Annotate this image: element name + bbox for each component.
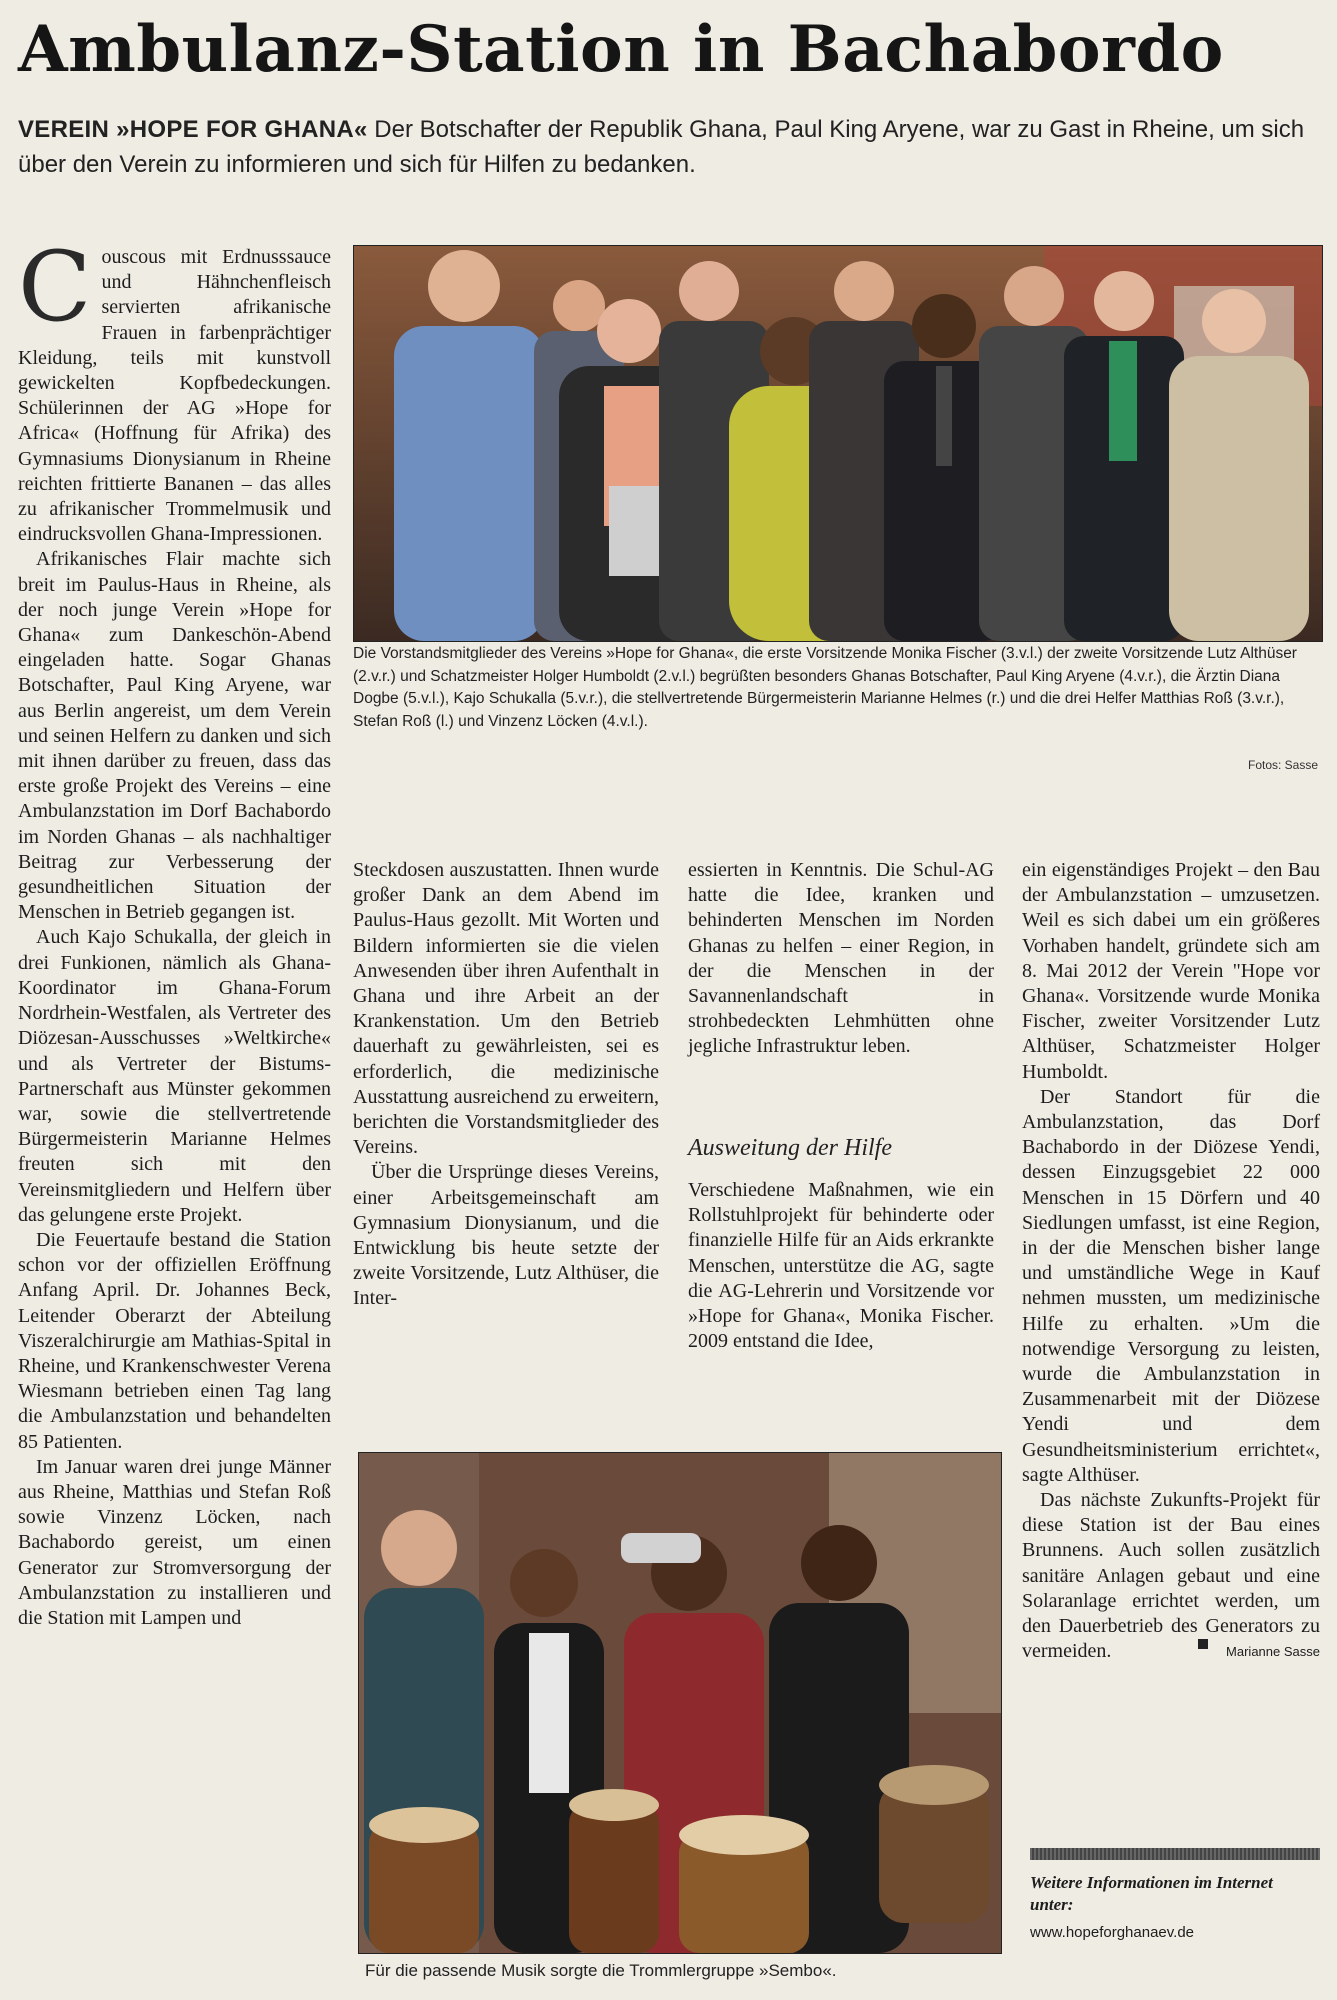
column-2 [353, 858, 659, 1312]
col1-paragraph-3: Auch Kajo Schukalla, der gleich in drei Funkionen, nämlich als Ghana-Koordinator im Ghana-Forum Nordrhein-Westfalen, als Vertreter des Diözesan-Ausschusses »Weltkirche« und als Vertreter der Bistums-Partnerschaft aus Münster gekommen war, sowie die stellvertretende Bürgermeisterin Marianne Helmes freuten sich mit den Vereinsmitgliedern und Helfern über das gelungene erste Projekt. [18, 926, 331, 1226]
drummers-photo-image [359, 1453, 1001, 1953]
info-box [1030, 1848, 1320, 1944]
group-photo [353, 245, 1323, 642]
col4-paragraph-3: Das nächste Zukunfts-Projekt für diese Station ist der Bau eines Brunnens. Auch sollen zusätzlich sanitäre Anlagen gebaut und eine Solaranlage errichtet werden, um den Dauerbetrieb des Generators zu vermeiden. Marianne Sasse [1022, 1488, 1320, 1664]
col1-paragraph-2: Afrikanisches Flair machte sich breit im Paulus-Haus in Rheine, als der noch junge Verein »Hope for Ghana« zum Dankeschön-Abend eingeladen hatte. Sogar Ghanas Botschafter, Paul King Aryene, war aus Berlin angereist, um dem Verein und seinen Helfern zu danken und sich mit ihnen darüber zu freuen, dass das erste große Projekt des Vereins – eine Ambulanzstation im Dorf Bachabordo im Norden Ghanas – als nachhaltiger Beitrag zur Verbesserung der gesundheitlichen Situation der Menschen in Betrieb gegangen ist. [18, 548, 331, 924]
drummers-photo [358, 1452, 1002, 1954]
headline: Ambulanz-Station in Bachabordo [18, 12, 1224, 87]
info-box-bar [1030, 1848, 1320, 1860]
photo-credit: Fotos: Sasse [1248, 758, 1319, 772]
column-3 [688, 858, 994, 1060]
end-mark [1198, 1639, 1208, 1649]
subhead [18, 112, 1318, 182]
col2-paragraph-1: Steckdosen auszustatten. Ihnen wurde großer Dank an dem Abend im Paulus-Haus gezollt. Mit Worten und Bildern informierten sie die vielen Anwesenden über ihren Aufenthalt in Ghana und ihre Arbeit an der Krankenstation. Um den Betrieb dauerhaft zu gewährleisten, sei es erforderlich, die medizinische Ausstattung ausreichend zu erweitern, berichten die Vorstandsmitglieder des Vereins. [353, 859, 659, 1159]
subhead-kicker: VEREIN »HOPE FOR GHANA« [18, 116, 368, 143]
col1-paragraph-1: Couscous mit Erdnusssauce und Hähnchenfleisch servierten afrikanische Frauen in farbenprächtiger Kleidung, teils mit kunstvoll gewickelten Kopfbedeckungen. Schülerinnen der AG »Hope for Africa« (Hoffnung für Afrika) des Gymnasiums Dionysianum in Rheine reichten frittierte Bananen – das alles zu afrikanischer Trommelmusik und eindrucksvollen Ghana-Impressionen. [18, 231, 331, 546]
col2-paragraph-2: Über die Ursprünge dieses Vereins, einer Arbeitsgemeinschaft am Gymnasium Dionysianum, und die Entwicklung bis heute setzte der zweite Vorsitzende, Lutz Althüser, die Inter- [353, 1161, 659, 1310]
col3-paragraph-1: essierten in Kenntnis. Die Schul-AG hatte die Idee, kranken und behinderten Menschen im Norden Ghanas zu helfen – einer Region, in der die Menschen in der Savannenlandschaft in strohbedeckten Lehmhütten ohne jegliche Infrastruktur leben. [688, 859, 994, 1058]
drop-cap: C [18, 231, 92, 343]
info-box-title: Weitere Informationen im Internet unter: [1030, 1873, 1273, 1914]
section-subtitle: Ausweitung der Hilfe [688, 1135, 892, 1161]
group-photo-image [354, 246, 1322, 641]
column-1 [18, 231, 331, 1631]
drummers-photo-caption: Für die passende Musik sorgte die Trommlergruppe »Sembo«. [365, 1961, 837, 1980]
author-byline: Marianne Sasse [1226, 1644, 1320, 1660]
group-photo-caption: Die Vorstandsmitglieder des Vereins »Hope for Ghana«, die erste Vorsitzende Monika Fischer (3.v.l.) der zweite Vorsitzende Lutz Althüser (2.v.r.) und Schatzmeister Holger Humboldt (2.v.l.) begrüßten besonders Ghanas Botschafter, Paul King Aryene (4.v.r.), die Ärztin Diana Dogbe (5.v.l.), Kajo Schukalla (5.v.r.), die stellvertretende Bürgermeisterin Marianne Helmes (r.) und die drei Helfer Matthias Roß (3.v.r.), Stefan Roß (l.) und Vinzenz Löcken (4.v.l.). [353, 645, 1297, 730]
col4-paragraph-2: Der Standort für die Ambulanzstation, das Dorf Bachabordo in der Diözese Yendi, dessen Einzugsgebiet 22 000 Menschen in 15 Dörfern und 40 Siedlungen umfasst, ist eine Region, in der die Menschen bisher lange und umständliche Wege in Kauf nehmen mussten, um medizinische Hilfe zu erhalten. »Um die notwendige Versorgung zu leisten, wurde die Ambulanzstation in Zusammenarbeit mit der Diözese Yendi und dem Gesundheitsministerium errichtet«, sagte Althüser. [1022, 1085, 1320, 1486]
col3-paragraph-2: Verschiedene Maßnahmen, wie ein Rollstuhlprojekt für behinderte oder finanzielle Hilfe für an Aids erkrankte Menschen, unterstütze die AG, sagte die AG-Lehrerin und Vorsitzende vor »Hope for Ghana«, Monika Fischer. 2009 entstand die Idee, [688, 1179, 994, 1353]
info-box-url[interactable]: www.hopeforghanaev.de [1030, 1924, 1195, 1941]
col4-paragraph-1: ein eigenständiges Projekt – den Bau der Ambulanzstation – umzusetzen. Weil es sich dabei um ein größeres Vorhaben handelt, gründete sich am 8. Mai 2012 der Verein "Hope vor Ghana«. Vorsitzende wurde Monika Fischer, zweiter Vorsitzender Lutz Althüser, Schatzmeister Holger Humboldt. [1022, 859, 1320, 1083]
col1-paragraph-5: Im Januar waren drei junge Männer aus Rheine, Matthias und Stefan Roß sowie Vinzenz Löcken, nach Bachabordo gereist, um einen Generator zur Stromversorgung der Ambulanzstation zu installieren und die Station mit Lampen und [18, 1455, 331, 1629]
col1-paragraph-4: Die Feuertaufe bestand die Station schon vor der offiziellen Eröffnung Anfang April. Dr. Johannes Beck, Leitender Oberarzt der Abteilung Viszeralchirurgie am Mathias-Spital in Rheine, und Krankenschwester Verena Wiesmann betrieben einen Tag lang die Ambulanzstation und behandelten 85 Patienten. [18, 1228, 331, 1453]
subhead-text: Der Botschafter der Republik Ghana, Paul King Aryene, war zu Gast in Rheine, um sich über den Verein zu informieren und sich für Hilfen zu bedanken. [18, 116, 1305, 178]
column-3-continued [688, 1178, 994, 1354]
column-4 [1022, 858, 1320, 1665]
